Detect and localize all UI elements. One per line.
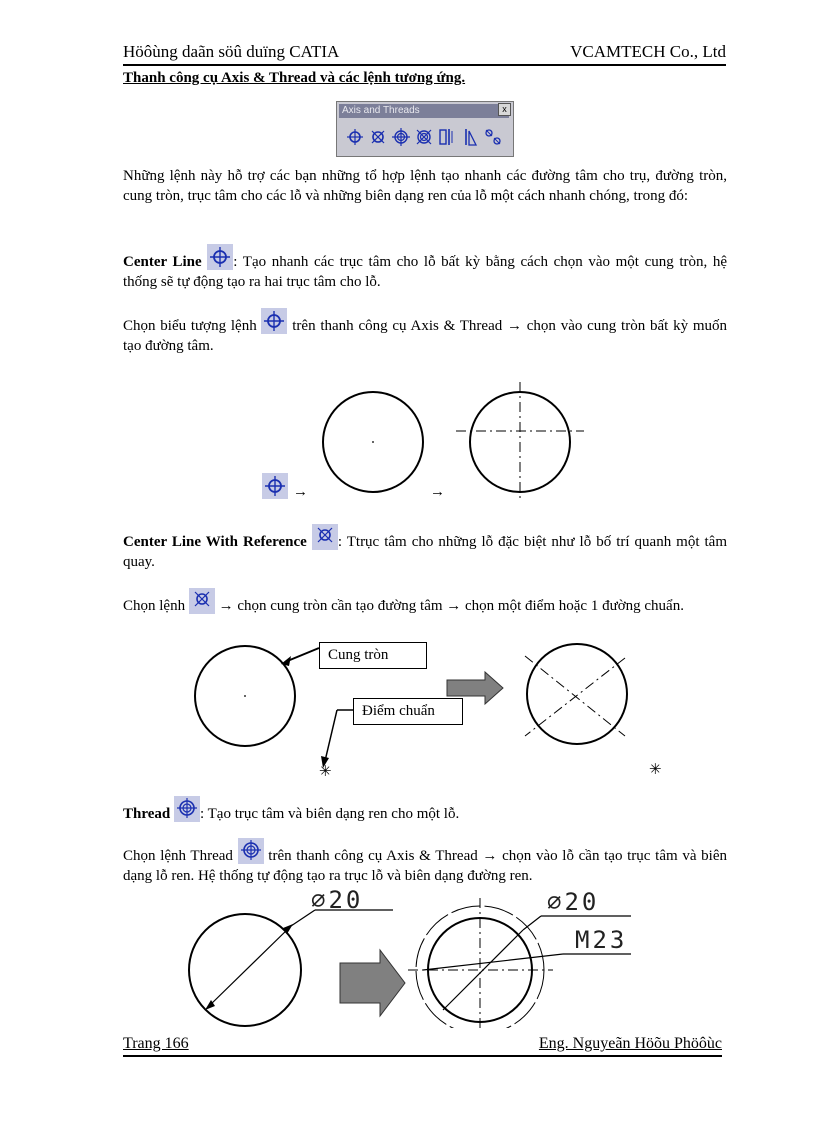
- center-line-with-reference-description: : Ttrục tâm cho những lỗ đặc biệt như lỗ bố trí quanh một tâm quay.: [123, 534, 728, 570]
- footer-author: Eng. Nguyeãn Höõu Phöôùc: [538, 1035, 722, 1052]
- thread-icon: [174, 796, 200, 822]
- section-title: Thanh công cụ Axis & Thread và các lệnh tương ứng.: [123, 70, 466, 86]
- thread-size-label: M23: [575, 926, 628, 954]
- axis-icon: [460, 127, 480, 147]
- center-line-icon: [207, 244, 233, 270]
- center-line-with-reference-paragraph: [123, 524, 727, 572]
- arrow-right-1: →: [293, 484, 308, 500]
- center-line-paragraph: [123, 244, 727, 292]
- center-line-with-reference-step: [123, 588, 727, 616]
- center-line-icon: [345, 127, 365, 147]
- center-line-step-a: Chọn biểu tượng lệnh: [123, 318, 257, 334]
- page-number: Trang 166: [123, 1035, 189, 1052]
- clwr-step-b: → chọn cung tròn cần tạo đường tâm → chọn một điểm hoặc 1 đường chuẩn.: [218, 598, 684, 614]
- page-footer: [123, 1035, 722, 1057]
- thread-figure: [183, 888, 643, 1028]
- center-line-icon: [261, 308, 287, 334]
- center-line-with-reference-icon: [189, 588, 215, 614]
- thread-description: : Tạo trục tâm và biên dạng ren cho một lỗ.: [199, 806, 460, 822]
- center-line-with-reference-icon: [312, 524, 338, 550]
- center-line-description: : Tạo nhanh các trục tâm cho lỗ bất kỳ bằng cách chọn vào một cung tròn, hệ thống sẽ tự động tạo ra hai trục tâm cho lỗ.: [123, 254, 728, 290]
- points-icon: [483, 127, 503, 147]
- center-line-with-reference-figure: [185, 636, 675, 786]
- thread-tap-analysis-icon: [437, 127, 457, 147]
- center-line-step-b: trên thanh công cụ Axis & Thread → chọn vào cung tròn bất kỳ muốn tạo đường tâm.: [123, 318, 728, 354]
- reference-point-marker: ✳: [649, 762, 662, 778]
- arc-result: [527, 644, 627, 744]
- callout-arc: Cung tròn: [319, 642, 427, 669]
- diameter-dimension-right: ∅20: [547, 888, 600, 916]
- intro-paragraph: Những lệnh này hỗ trợ các bạn những tổ hợp lệnh tạo nhanh các đường tâm cho trụ, đường tròn, cung tròn, trục tâm cho các lỗ và những biên dạng ren của lỗ một cách nhanh chóng, trong đó:: [123, 168, 727, 204]
- center-line-label: Center Line: [123, 254, 202, 270]
- toolbar-icons: [345, 124, 503, 150]
- reference-point-marker: ✳: [319, 764, 332, 780]
- callout-reference-point: Điểm chuẩn: [353, 698, 463, 725]
- thread-icon: [238, 838, 264, 864]
- header-title: Höôùng daãn söû duïng CATIA: [123, 42, 340, 61]
- diameter-dimension-left: ∅20: [311, 886, 364, 914]
- center-line-with-reference-label: Center Line With Reference: [123, 534, 307, 550]
- axis-and-threads-toolbar: [336, 101, 514, 157]
- tap-icon: [414, 127, 434, 147]
- thread-step-b: trên thanh công cụ Axis & Thread → chọn vào lỗ cần tạo trục tâm và biên dạng lỗ ren. Hệ thống tự động tạo ra trục lỗ và biên dạng đường ren.: [123, 848, 727, 884]
- thread-step-a: Chọn lệnh Thread: [123, 848, 233, 864]
- page-header: [123, 42, 726, 66]
- thread-label: Thread: [123, 806, 171, 822]
- center-line-step: [123, 308, 727, 356]
- header-company: VCAMTECH Co., Ltd: [570, 42, 726, 61]
- center-line-figure: [260, 358, 600, 508]
- close-icon: x: [498, 103, 511, 116]
- thread-step: [123, 838, 727, 886]
- arrow-right-icon: [340, 950, 405, 1016]
- thread-icon: [391, 127, 411, 147]
- toolbar-title: Axis and Threads: [339, 104, 509, 118]
- thread-paragraph: [123, 796, 727, 824]
- center-line-with-reference-icon: [368, 127, 388, 147]
- arrow-right-2: →: [430, 484, 445, 500]
- clwr-step-a: Chọn lệnh: [123, 598, 186, 614]
